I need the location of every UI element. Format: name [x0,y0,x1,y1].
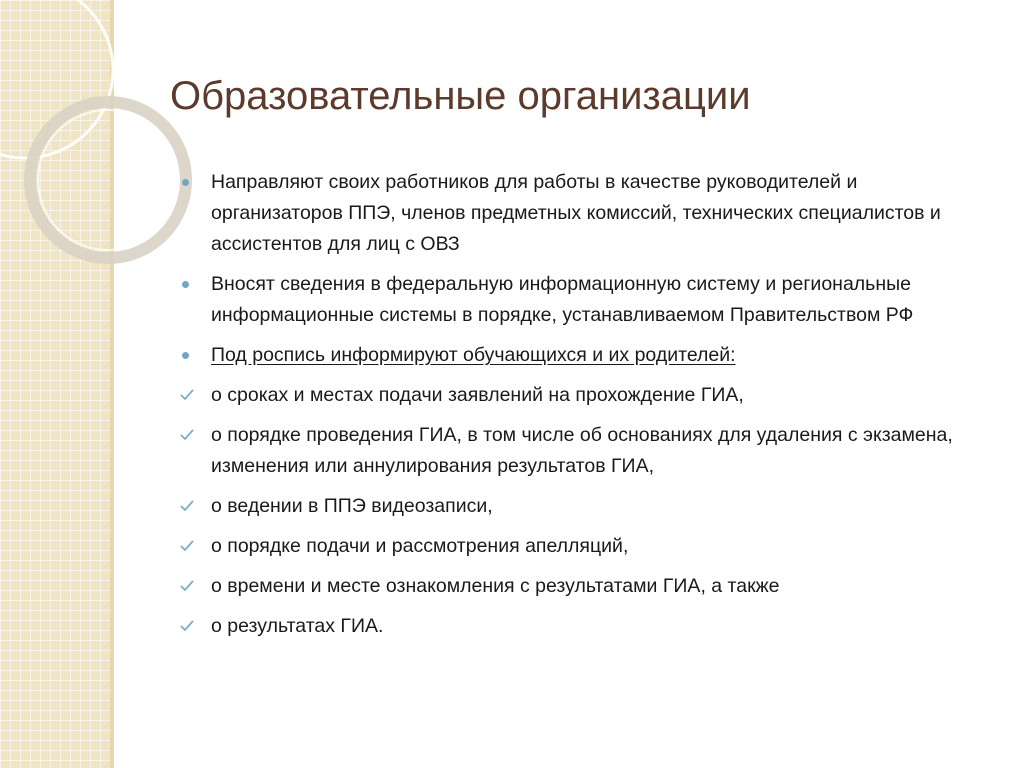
checklist-item-video [180,491,990,522]
checklist-item-results [180,611,990,642]
checkmark-icon [180,428,194,442]
slide-title: Образовательные организации [170,74,751,118]
checklist-text: о порядке подачи и рассмотрения апелляций, [211,535,629,557]
checklist-text: о ведении в ППЭ видеозаписи, [211,495,493,517]
bullet-list [180,167,990,642]
bullet-item-information-systems [180,269,990,331]
checklist-text: о порядке проведения ГИА, в том числе об основаниях для удаления с экзамена, изменения или аннулирования результатов ГИА, [211,424,953,477]
checkmark-icon [180,499,194,513]
checklist-text: о результатах ГИА. [211,615,384,637]
checklist-text: о времени и месте ознакомления с результатами ГИА, а также [211,575,780,597]
checklist-text: о сроках и местах подачи заявлений на прохождение ГИА, [211,384,744,406]
bullet-item-inform-students [180,340,990,371]
dot-bullet-icon [182,352,189,359]
checklist-item-results-review [180,571,990,602]
dot-bullet-icon [182,179,189,186]
bullet-text: Вносят сведения в федеральную информационную систему и региональные информационные системы в порядке, устанавливаемом Правительством РФ [211,273,914,326]
checklist-item-appeals [180,531,990,562]
checkmark-icon [180,579,194,593]
dot-bullet-icon [182,281,189,288]
checkmark-icon [180,388,194,402]
checkmark-icon [180,539,194,553]
bullet-text-underlined: Под роспись информируют обучающихся и их родителей: [211,344,736,366]
bullet-text: Направляют своих работников для работы в качестве руководителей и организаторов ППЭ, членов предметных комиссий, технических специалистов и ассистентов для лиц с ОВЗ [211,171,941,255]
checkmark-icon [180,619,194,633]
bullet-item-staff [180,167,990,260]
checklist-item-deadlines [180,380,990,411]
checklist-item-procedure [180,420,990,482]
